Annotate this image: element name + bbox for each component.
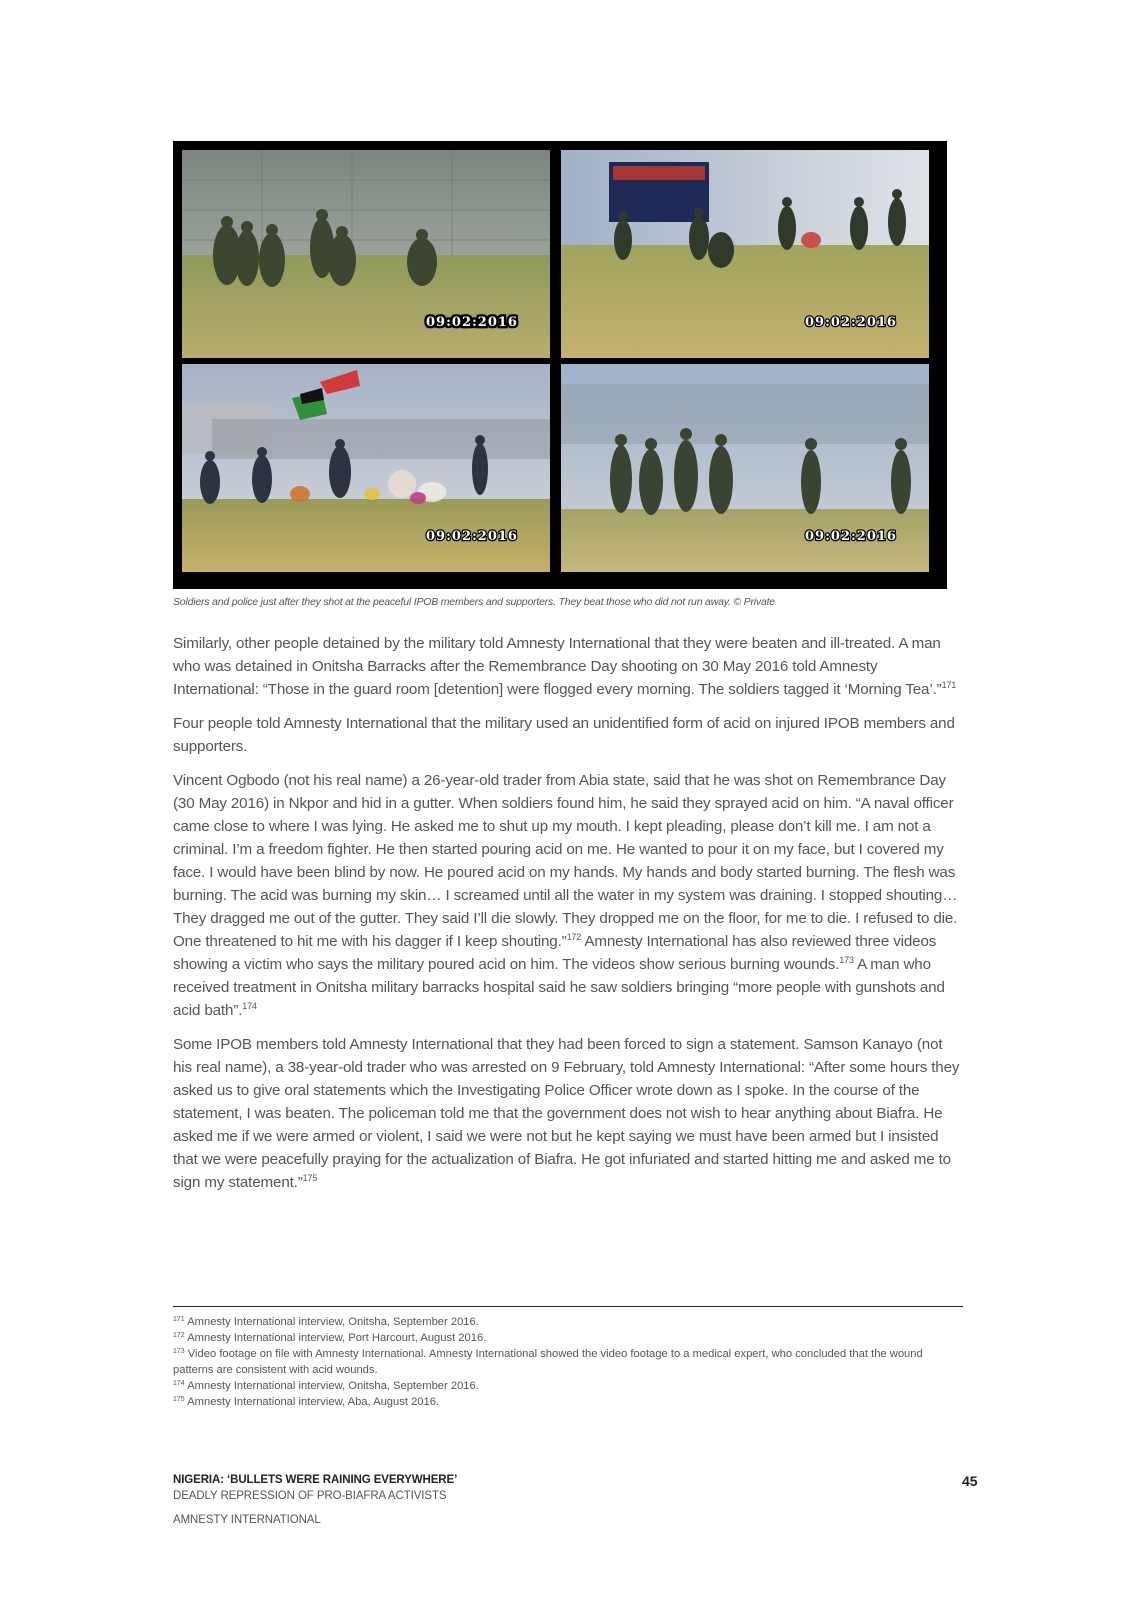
- page-number: 45: [962, 1473, 978, 1489]
- photo-1-image: [182, 150, 550, 358]
- footnote-ref-175[interactable]: 175: [302, 1173, 318, 1183]
- photo-1-date-stamp: 09:02:2016: [426, 315, 518, 330]
- photo-soldiers-advancing: [182, 150, 550, 358]
- photo-2-image: [561, 150, 929, 358]
- photo-soldiers-line: [561, 364, 929, 572]
- footnote-ref-173[interactable]: 173: [839, 955, 854, 965]
- footnote-ref-174[interactable]: 174: [242, 1001, 257, 1011]
- footnote-174: $^{174}$ Amnesty International interview, Onitsha, September 2016.: [173, 1380, 479, 1392]
- paragraph-3: Vincent Ogbodo (not his real name) a 26-year-old trader from Abia state, said that he was shot on Remembrance Day (30 May 2016) in Nkpor and hid in a gutter. When soldiers found him, he said they sprayed acid on him. “A naval officer came close to where I was lying. He asked me to shut up my mouth. I kept pleading, please don’t kill me. I am not a criminal. I’m a freedom fighter. He then started pouring acid on me. He wanted to pour it on my face, but I covered my face. I would have been blind by now. He poured acid on my hands. My hands and body started burning. The flesh was burning. The acid was burning my skin… I screamed until all the water in my system was draining. I stopped shouting…They dragged me out of the gutter. They said I’ll die slowly. They dropped me on the floor, for me to die. I refused to die. One threatened to hit me with his dagger if I keep shouting.”$^{172}$ Amnesty International has also reviewed three videos showing a victim who says the military poured acid on him. The videos show serious burning wounds.$^{173}$ A man who received treatment in Onitsha military barracks hospital said he saw soldiers bringing “more people with gunshots and acid bath”.$^{174}$: [173, 772, 958, 1019]
- footnote-ref-171[interactable]: 171: [941, 680, 957, 690]
- paragraph-2: Four people told Amnesty International that the military used an unidentified form of acid on injured IPOB members and supporters.: [173, 715, 955, 755]
- organization-name: AMNESTY INTERNATIONAL: [173, 1514, 321, 1526]
- photo-caption: Soldiers and police just after they shot at the peaceful IPOB members and supporters. They beat those who did not run away. © Private: [173, 596, 775, 608]
- footnote-175: $^{175}$ Amnesty International interview, Aba, August 2016.: [173, 1396, 440, 1408]
- page-footer: [173, 1472, 573, 1528]
- footnote-172: $^{172}$ Amnesty International interview, Port Harcourt, August 2016.: [173, 1332, 487, 1344]
- paragraph-1: Similarly, other people detained by the military told Amnesty International that they were beaten and ill-treated. A man who was detained in Onitsha Barracks after the Remembrance Day shooting on 30 May 2016 told Amnesty International: “Those in the guard room [detention] were flogged every morning. The soldiers tagged it ‘Morning Tea’.”$^{171}$: [173, 635, 957, 698]
- footnote-173: $^{173}$ Video footage on file with Amnesty International. Amnesty International showed the video footage to a medical expert, who concluded that the wound patterns are consistent with acid wounds.: [173, 1348, 923, 1376]
- paragraph-4: Some IPOB members told Amnesty International that they had been forced to sign a statement. Samson Kanayo (not his real name), a 38-year-old trader who was arrested on 9 February, told Amnesty International: “After some hours they asked us to give oral statements which the Investigating Police Officer wrote down as I spoke. In the course of the statement, I was beaten. The policeman told me that the government does not wish to hear anything about Biafra. He asked me if we were armed or violent, I said we were not but he kept saying we must have been armed but I insisted that we were peacefully praying for the actualization of Biafra. He got infuriated and started hitting me and asked me to sign my statement.”$^{175}$: [173, 1036, 960, 1191]
- photo-flag-crowd: [182, 364, 550, 572]
- photo-2-date-stamp: 09:02:2016: [805, 315, 897, 330]
- photo-banner-teargas: [561, 150, 929, 358]
- footnote-ref-172[interactable]: 172: [566, 932, 582, 942]
- photo-3-image: [182, 364, 550, 572]
- body-text: [173, 632, 961, 1205]
- footnotes: [173, 1314, 953, 1410]
- report-title: NIGERIA: ‘BULLETS WERE RAINING EVERYWHERE’: [173, 1474, 458, 1486]
- footnote-171: $^{171}$ Amnesty International interview, Onitsha, September 2016.: [173, 1316, 479, 1328]
- photo-grid: [173, 141, 947, 589]
- report-subtitle: DEADLY REPRESSION OF PRO-BIAFRA ACTIVISTS: [173, 1490, 447, 1502]
- footnote-divider: [173, 1306, 963, 1307]
- photo-3-date-stamp: 09:02:2016: [426, 529, 518, 544]
- photo-4-image: [561, 364, 929, 572]
- photo-4-date-stamp: 09:02:2016: [805, 529, 897, 544]
